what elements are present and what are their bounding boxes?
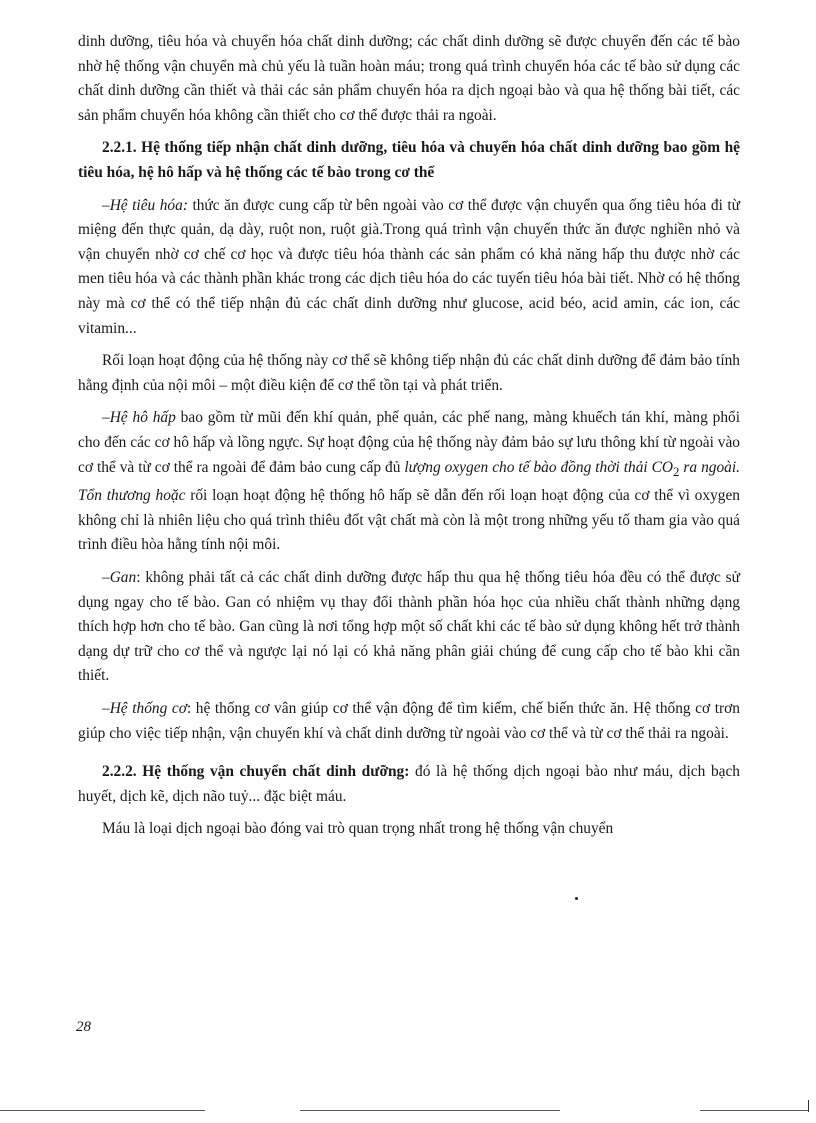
section-222-heading: 2.2.2. Hệ thống vận chuyển chất dinh dưỡng:: [102, 763, 410, 781]
page-body: [78, 30, 740, 842]
digestive-text: thức ăn được cung cấp từ bên ngoài vào cơ thể được vận chuyển qua ống tiêu hóa đi từ miệng đến thực quản, dạ dày, ruột non, ruột già.Trong quá trình vận chuyển thức ăn được nghiền nhỏ và vận chuyển nhờ cơ chế cơ học và được tiêu hóa thành các sản phẩm có khả năng hấp thu được nhờ các men tiêu hóa và các thành phần khác trong các dịch tiêu hóa do các tuyến tiêu hóa bài tiết. Nhờ có hệ thống này mà cơ thể có thể tiếp nhận đủ các chất dinh dưỡng như glucose, acid béo, acid amin, các ion, các vitamin...: [78, 196, 741, 337]
closing-paragraph: Máu là loại dịch ngoại bào đóng vai trò quan trọng nhất trong hệ thống vận chuyển: [102, 820, 614, 838]
co2-subscript: 2: [673, 464, 680, 479]
scan-speck: [575, 897, 578, 900]
respiratory-term: –Hệ hô hấp: [102, 409, 176, 427]
scan-edge-line: [0, 1110, 205, 1111]
respiratory-italic-b: ra ngoài. Tổn thương hoặc: [78, 458, 740, 505]
page-number: 28: [76, 1019, 91, 1035]
digestive-paragraph: [78, 194, 740, 342]
muscle-text: : hệ thống cơ vân giúp cơ thể vận động để tìm kiếm, chế biến thức ăn. Hệ thống cơ trơn giúp cho việc tiếp nhận, vận chuyển khí và chất dinh dưỡng từ ngoài vào cơ thể và từ cơ thể thải ra ngoài.: [78, 699, 740, 742]
scan-corner-mark: [808, 1100, 809, 1112]
liver-text: : không phải tất cả các chất dinh dưỡng được hấp thu qua hệ thống tiêu hóa đều có thể được sử dụng ngay cho tế bào. Gan có nhiệm vụ thay đổi thành phần hóa học của nhiều chất thành những dạng thích hợp hơn cho tế bào. Gan cũng là nơi tổng hợp một số chất khi các tế bào sử dụng không hết trở thành dạng dự trữ cho cơ thể và ngược lại nó lại có khả năng phân giải chúng để cung cấp cho tế bào khi cần thiết.: [78, 568, 740, 685]
muscle-term: –Hệ thống cơ: [102, 699, 187, 717]
liver-term: –Gan: [102, 568, 137, 586]
section-222-text: đó là hệ thống dịch ngoại bào như máu, dịch bạch huyết, dịch kẽ, dịch não tuỷ... đặc biệt máu.: [78, 763, 740, 805]
digestive-term: –Hệ tiêu hóa:: [102, 196, 188, 214]
scan-edge-line: [300, 1110, 560, 1111]
section-222-paragraph: [78, 760, 740, 809]
respiratory-italic: lượng oxygen cho tế bào đồng thời thải CO: [404, 458, 674, 476]
muscle-paragraph: [78, 697, 740, 746]
scan-edge-line: [700, 1110, 808, 1111]
section-221-heading: 2.2.1. Hệ thống tiếp nhận chất dinh dưỡng, tiêu hóa và chuyển hóa chất dinh dưỡng bao gồm hệ tiêu hóa, hệ hô hấp và hệ thống các tế bào trong cơ thể: [78, 139, 740, 181]
respiratory-paragraph: [78, 406, 740, 558]
respiratory-text-b: rối loạn hoạt động hệ thống hô hấp sẽ dẫn đến rối loạn hoạt động của cơ thể vì oxygen không chỉ là nhiên liệu cho quá trình thiêu đốt vật chất mà còn là một trong những yếu tố tham gia vào quá trình điều hòa hằng tính nội môi.: [78, 487, 740, 554]
respiratory-text-a: bao gồm từ mũi đến khí quản, phế quản, các phế nang, màng khuếch tán khí, màng phổi cho đến các cơ hô hấp và lồng ngực. Sự hoạt động của hệ thống này đảm bảo sự lưu thông khí từ ngoài vào cơ thể và từ cơ thể ra ngoài để đảm bảo cung cấp đủ: [78, 409, 740, 476]
liver-paragraph: [78, 566, 740, 689]
disorder-paragraph: Rối loạn hoạt động của hệ thống này cơ thể sẽ không tiếp nhận đủ các chất dinh dưỡng để đảm bảo tính hằng định của nội môi – một điều kiện để cơ thể tồn tại và phát triển.: [78, 352, 740, 394]
intro-paragraph: dinh dưỡng, tiêu hóa và chuyển hóa chất dinh dưỡng; các chất dinh dưỡng sẽ được chuyển đến các tế bào nhờ hệ thống vận chuyển mà chủ yếu là tuần hoàn máu; trong quá trình chuyển hóa các tế bào sử dụng các chất dinh dưỡng cần thiết và thải các sản phẩm chuyển hóa ra dịch ngoại bào và qua hệ thống bài tiết, các sản phẩm chuyển hóa không cần thiết cho cơ thể được thải ra ngoài.: [78, 33, 740, 124]
